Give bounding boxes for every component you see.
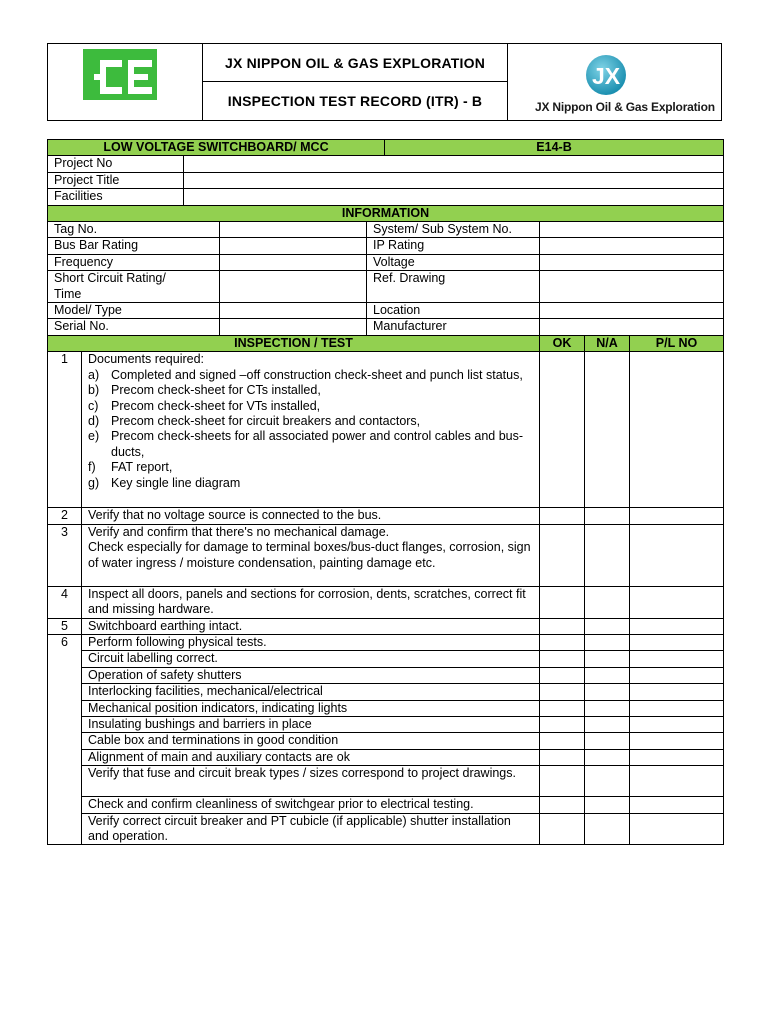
checklist-row: [48, 508, 724, 524]
na-cell[interactable]: [585, 733, 630, 749]
pl-no-cell[interactable]: [630, 634, 724, 650]
pl-no-cell[interactable]: [630, 352, 724, 508]
list-item: e) Precom check-sheets for all associated power and control cables and bus-ducts,: [88, 429, 524, 459]
pl-no-cell[interactable]: [630, 651, 724, 667]
item-number: 6: [48, 634, 82, 844]
checklist-row: [48, 716, 724, 732]
jx-logo: [508, 44, 721, 120]
manufacturer-label: Manufacturer: [367, 319, 540, 335]
ok-cell[interactable]: [540, 508, 585, 524]
pl-no-cell[interactable]: [630, 524, 724, 586]
jx-mark: JX: [592, 63, 621, 89]
location-label: Location: [367, 303, 540, 319]
item-description: Inspect all doors, panels and sections for corrosion, dents, scratches, correct fit and missing hardware.: [82, 586, 540, 618]
na-cell[interactable]: [585, 749, 630, 765]
ok-cell[interactable]: [540, 618, 585, 634]
info-row: [48, 303, 724, 319]
na-cell[interactable]: [585, 524, 630, 586]
info-row: [48, 238, 724, 254]
item-description: [82, 352, 540, 508]
item-description: Operation of safety shutters: [82, 667, 540, 683]
facilities-field[interactable]: [184, 189, 724, 205]
bus-bar-rating-label: Bus Bar Rating: [48, 238, 220, 254]
item-description: Alignment of main and auxiliary contacts are ok: [82, 749, 540, 765]
na-cell[interactable]: [585, 508, 630, 524]
document-list: [88, 368, 533, 491]
form-code: E14-B: [385, 140, 724, 156]
ok-cell[interactable]: [540, 651, 585, 667]
item-description: Interlocking facilities, mechanical/electrical: [82, 684, 540, 700]
inspection-heading: INSPECTION / TEST: [48, 335, 540, 351]
item-line: Check especially for damage to terminal boxes/bus-duct flanges, corrosion, sign of water ingress / moisture condensation, painting damage etc.: [88, 540, 531, 570]
na-cell[interactable]: [585, 352, 630, 508]
ip-rating-field[interactable]: [540, 238, 724, 254]
company-logo-left: [48, 44, 203, 120]
item-description: Cable box and terminations in good condition: [82, 733, 540, 749]
form-title: LOW VOLTAGE SWITCHBOARD/ MCC: [48, 140, 385, 156]
item-number: 4: [48, 586, 82, 618]
short-circuit-rating-field[interactable]: [220, 271, 367, 303]
item-description: Verify correct circuit breaker and PT cubicle (if applicable) shutter installation and operation.: [82, 813, 540, 845]
checklist-row: [48, 524, 724, 586]
list-item: c) Precom check-sheet for VTs installed,: [88, 398, 321, 413]
na-cell[interactable]: [585, 766, 630, 797]
facilities-label: Facilities: [48, 189, 184, 205]
ok-cell[interactable]: [540, 352, 585, 508]
project-title-label: Project Title: [48, 172, 184, 188]
checklist-row: [48, 667, 724, 683]
item-description: [82, 524, 540, 586]
project-no-label: Project No: [48, 156, 184, 172]
bus-bar-rating-field[interactable]: [220, 238, 367, 254]
document-header: [47, 43, 722, 121]
na-cell[interactable]: [585, 667, 630, 683]
project-title-field[interactable]: [184, 172, 724, 188]
information-heading: INFORMATION: [48, 205, 724, 221]
checklist-row: [48, 700, 724, 716]
list-item: d) Precom check-sheet for circuit breakers and contactors,: [88, 413, 421, 428]
na-cell[interactable]: [585, 700, 630, 716]
pl-no-cell[interactable]: [630, 716, 724, 732]
na-cell[interactable]: [585, 797, 630, 813]
company-logo-icon: [48, 44, 203, 120]
serial-no-label: Serial No.: [48, 319, 220, 335]
info-row: [48, 319, 724, 335]
item-description: Switchboard earthing intact.: [82, 618, 540, 634]
checklist-row: [48, 352, 724, 508]
na-cell[interactable]: [585, 813, 630, 845]
pl-no-cell[interactable]: [630, 586, 724, 618]
ok-cell[interactable]: [540, 684, 585, 700]
ok-cell[interactable]: [540, 700, 585, 716]
checklist-row: [48, 733, 724, 749]
pl-no-cell[interactable]: [630, 667, 724, 683]
frequency-label: Frequency: [48, 254, 220, 270]
system-no-label: System/ Sub System No.: [367, 222, 540, 238]
item-number: 1: [48, 352, 82, 508]
na-cell[interactable]: [585, 684, 630, 700]
voltage-label: Voltage: [367, 254, 540, 270]
item-description: Insulating bushings and barriers in place: [82, 716, 540, 732]
pl-no-cell[interactable]: [630, 749, 724, 765]
item-number: 2: [48, 508, 82, 524]
item-description: Perform following physical tests.: [82, 634, 540, 650]
checklist-row: [48, 634, 724, 650]
checklist-row: [48, 684, 724, 700]
list-item: f) FAT report,: [88, 460, 173, 475]
checklist-row: [48, 618, 724, 634]
pl-no-cell[interactable]: [630, 813, 724, 845]
ref-drawing-field[interactable]: [540, 271, 724, 303]
checklist-row: [48, 651, 724, 667]
ok-cell[interactable]: [540, 797, 585, 813]
system-no-field[interactable]: [540, 222, 724, 238]
info-row: [48, 254, 724, 270]
tag-no-label: Tag No.: [48, 222, 220, 238]
na-cell[interactable]: [585, 634, 630, 650]
short-circuit-rating-label: Short Circuit Rating/ Time: [48, 271, 220, 303]
ok-cell[interactable]: [540, 716, 585, 732]
document-title: INSPECTION TEST RECORD (ITR) - B: [203, 82, 508, 120]
frequency-field[interactable]: [220, 254, 367, 270]
checklist-row: [48, 813, 724, 845]
col-na-header: N/A: [585, 335, 630, 351]
checklist-row: [48, 749, 724, 765]
item-number: 5: [48, 618, 82, 634]
project-row: [48, 156, 724, 172]
item-description: Verify that fuse and circuit break types / sizes correspond to project drawings.: [82, 766, 540, 797]
list-item: g) Key single line diagram: [88, 475, 241, 490]
manufacturer-field[interactable]: [540, 319, 724, 335]
checklist-row: [48, 797, 724, 813]
item-description: Circuit labelling correct.: [82, 651, 540, 667]
serial-no-field[interactable]: [220, 319, 367, 335]
model-type-field[interactable]: [220, 303, 367, 319]
ok-cell[interactable]: [540, 524, 585, 586]
pl-no-cell[interactable]: [630, 508, 724, 524]
item-description: Mechanical position indicators, indicating lights: [82, 700, 540, 716]
ok-cell[interactable]: [540, 813, 585, 845]
info-row: [48, 271, 724, 303]
na-cell[interactable]: [585, 716, 630, 732]
ok-cell[interactable]: [540, 749, 585, 765]
jx-logo-text: JX Nippon Oil & Gas Exploration: [535, 100, 715, 114]
checklist-row: [48, 586, 724, 618]
ok-cell[interactable]: [540, 634, 585, 650]
project-row: [48, 172, 724, 188]
info-row: [48, 222, 724, 238]
item-title: Documents required:: [88, 352, 205, 367]
na-cell[interactable]: [585, 618, 630, 634]
item-number: 3: [48, 524, 82, 586]
pl-no-cell[interactable]: [630, 684, 724, 700]
col-ok-header: OK: [540, 335, 585, 351]
ref-drawing-label: Ref. Drawing: [367, 271, 540, 303]
ok-cell[interactable]: [540, 766, 585, 797]
location-field[interactable]: [540, 303, 724, 319]
pl-no-cell[interactable]: [630, 733, 724, 749]
ip-rating-label: IP Rating: [367, 238, 540, 254]
pl-no-cell[interactable]: [630, 797, 724, 813]
itr-table: [47, 139, 724, 845]
pl-no-cell[interactable]: [630, 618, 724, 634]
ok-cell[interactable]: [540, 586, 585, 618]
project-no-field[interactable]: [184, 156, 724, 172]
pl-no-cell[interactable]: [630, 766, 724, 797]
model-type-label: Model/ Type: [48, 303, 220, 319]
list-item: b) Precom check-sheet for CTs installed,: [88, 383, 321, 398]
item-description: Check and confirm cleanliness of switchgear prior to electrical testing.: [82, 797, 540, 813]
list-item: a) Completed and signed –off construction check-sheet and punch list status,: [88, 367, 523, 382]
col-pl-header: P/L NO: [630, 335, 724, 351]
project-row: [48, 189, 724, 205]
na-cell[interactable]: [585, 586, 630, 618]
checklist-row: [48, 766, 724, 797]
tag-no-field[interactable]: [220, 222, 367, 238]
pl-no-cell[interactable]: [630, 700, 724, 716]
ok-cell[interactable]: [540, 667, 585, 683]
voltage-field[interactable]: [540, 254, 724, 270]
na-cell[interactable]: [585, 651, 630, 667]
item-description: Verify that no voltage source is connected to the bus.: [82, 508, 540, 524]
company-name: JX NIPPON OIL & GAS EXPLORATION: [203, 44, 508, 82]
ok-cell[interactable]: [540, 733, 585, 749]
item-line: Verify and confirm that there's no mechanical damage.: [88, 524, 390, 539]
